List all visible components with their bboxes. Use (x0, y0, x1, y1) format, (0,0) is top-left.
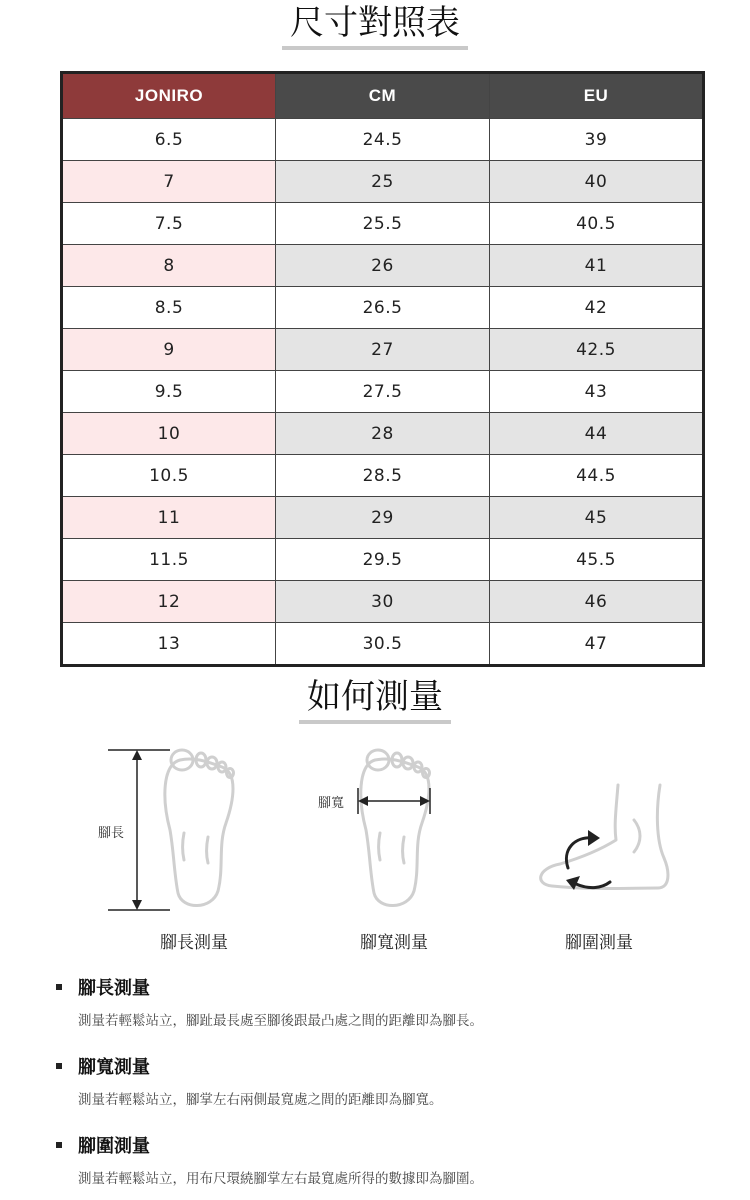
cell-eu: 39 (490, 119, 704, 161)
foot-length-marker: 腳長 (98, 826, 125, 841)
table-row (62, 497, 704, 539)
cell-joniro: 9.5 (62, 371, 276, 413)
note-heading: 腳寬測量 (78, 1057, 150, 1078)
table-row (62, 455, 704, 497)
cell-joniro: 11.5 (62, 539, 276, 581)
note-text: 測量若輕鬆站立，用布尺環繞腳掌左右最寬處所得的數據即為腳圍。 (78, 1171, 483, 1187)
bullet-marker (56, 1063, 62, 1069)
size-table-body (62, 119, 704, 666)
cell-cm: 26 (276, 245, 490, 287)
table-row (62, 413, 704, 455)
table-row (62, 539, 704, 581)
cell-eu: 46 (490, 581, 704, 623)
cell-eu: 40 (490, 161, 704, 203)
cell-cm: 24.5 (276, 119, 490, 161)
cell-eu: 42 (490, 287, 704, 329)
cell-joniro: 10 (62, 413, 276, 455)
cell-eu: 44.5 (490, 455, 704, 497)
cell-joniro: 11 (62, 497, 276, 539)
cell-eu: 43 (490, 371, 704, 413)
cell-joniro: 8 (62, 245, 276, 287)
note-heading: 腳長測量 (78, 978, 150, 999)
column-header-eu: EU (490, 73, 704, 119)
cell-joniro: 7.5 (62, 203, 276, 245)
size-chart-title: 尺寸對照表 (282, 2, 468, 50)
cell-cm: 27 (276, 329, 490, 371)
cell-joniro: 9 (62, 329, 276, 371)
table-header-row (62, 73, 704, 119)
cell-joniro: 6.5 (62, 119, 276, 161)
cell-cm: 26.5 (276, 287, 490, 329)
note-text: 測量若輕鬆站立，腳掌左右兩側最寬處之間的距離即為腳寬。 (78, 1092, 443, 1108)
table-row (62, 623, 704, 666)
size-table (60, 71, 705, 667)
cell-cm: 28.5 (276, 455, 490, 497)
cell-eu: 42.5 (490, 329, 704, 371)
table-row (62, 161, 704, 203)
cell-cm: 28 (276, 413, 490, 455)
cell-joniro: 10.5 (62, 455, 276, 497)
table-row (62, 245, 704, 287)
cell-joniro: 12 (62, 581, 276, 623)
cell-cm: 27.5 (276, 371, 490, 413)
column-header-cm: CM (276, 73, 490, 119)
column-header-joniro: JONIRO (62, 73, 276, 119)
foot-girth-icon (530, 780, 680, 900)
size-chart-title-wrap (0, 2, 750, 50)
cell-cm: 25.5 (276, 203, 490, 245)
bullet-marker (56, 1142, 62, 1148)
cell-cm: 29 (276, 497, 490, 539)
table-row (62, 581, 704, 623)
cell-cm: 25 (276, 161, 490, 203)
cell-cm: 30 (276, 581, 490, 623)
foot-length-caption: 腳長測量 (160, 933, 228, 953)
table-row (62, 203, 704, 245)
cell-eu: 45.5 (490, 539, 704, 581)
cell-eu: 41 (490, 245, 704, 287)
table-row (62, 329, 704, 371)
foot-girth-figure (530, 780, 680, 900)
foot-girth-caption: 腳圍測量 (565, 933, 633, 953)
cell-cm: 29.5 (276, 539, 490, 581)
measure-title-wrap (0, 676, 750, 724)
cell-eu: 45 (490, 497, 704, 539)
cell-joniro: 7 (62, 161, 276, 203)
cell-eu: 47 (490, 623, 704, 666)
note-text: 測量若輕鬆站立，腳趾最長處至腳後跟最凸處之間的距離即為腳長。 (78, 1013, 483, 1029)
table-row (62, 287, 704, 329)
foot-width-figure (350, 745, 450, 915)
measure-title: 如何測量 (299, 676, 451, 724)
note-heading: 腳圍測量 (78, 1136, 150, 1157)
table-row (62, 371, 704, 413)
bullet-marker (56, 984, 62, 990)
foot-width-caption: 腳寬測量 (360, 933, 428, 953)
foot-width-marker: 腳寬 (318, 796, 345, 811)
table-row (62, 119, 704, 161)
cell-cm: 30.5 (276, 623, 490, 666)
cell-joniro: 8.5 (62, 287, 276, 329)
foot-width-icon (350, 745, 450, 915)
cell-eu: 44 (490, 413, 704, 455)
cell-eu: 40.5 (490, 203, 704, 245)
cell-joniro: 13 (62, 623, 276, 666)
